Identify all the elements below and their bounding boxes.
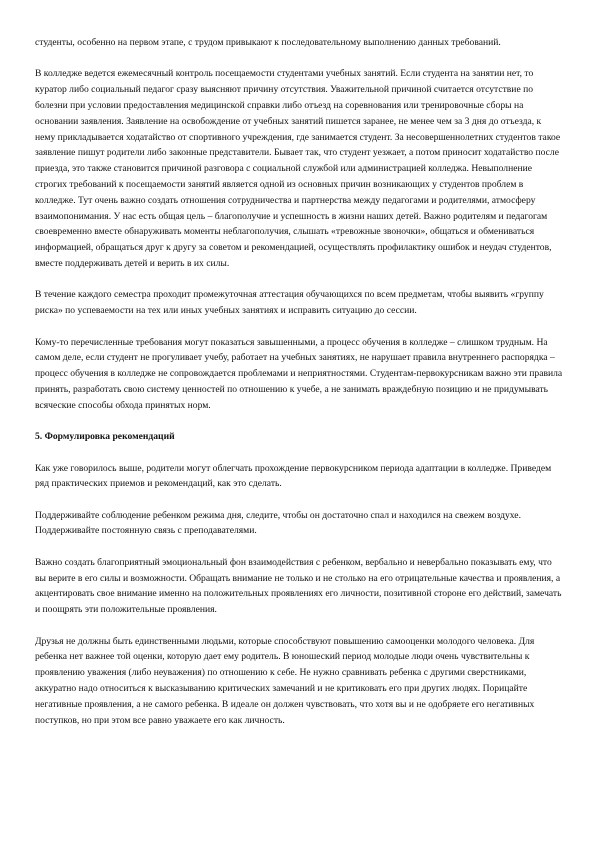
paragraph-requirements-perception: Кому-то перечисленные требования могут показаться завышенными, а процесс обучения в колледже – слишком трудным. На самом деле, если студент не прогуливает учебу, работает на учебных занятиях, не нарушает правила внутреннего распорядка – процесс обучения в колледже не сопровождается проблемами и неприятностями. Студентам-первокурсникам важно эти правила принять, разработать свою систему ценностей по отношению к учебе, а не занимать враждебную позицию и не придумывать всяческие способы обхода принятых норм. [35, 336, 563, 411]
paragraph-requirements-end: студенты, особенно на первом этапе, с трудом привыкают к последовательному выполнению данных требований. [35, 37, 501, 48]
paragraph-self-esteem: Друзья не должны быть единственными людьми, которые способствуют повышению самооценки молодого человека. Для ребенка нет важнее той оценки, которую дает ему родитель. В юношеский период молодые люди очень чувствительны к проявлению уважения (либо неуважения) по отношению к себе. Не нужно сравнивать ребенка с другими сверстниками, аккуратно надо относиться к высказыванию критических замечаний и не критиковать его при других людях. Порицайте негативные проявления, а не самого ребенка. В идеале он должен чувствовать, что хотя вы и не одобряете его негативных поступков, но при этом все равно уважаете его как личность. [35, 635, 535, 726]
document-page [35, 35, 563, 744]
paragraph-attendance-control: В колледже ведется ежемесячный контроль посещаемости студентами учебных занятий. Если студента на занятии нет, то куратор либо социальный педагог сразу выясняют причину отсутствия. Уважительной причиной считается отсутствие по болезни при условии предоставления медицинской справки либо отъезд на соревнования или тренировочные сборы на основании заявления. Заявление на освобождение от учебных занятий пишется заранее, не менее чем за 3 дня до отъезда, к нему прикладывается ходатайство от спортивного учреждения, где занимается студент. За несовершеннолетних студентов такое заявление пишут родители либо законные представители. Бывает так, что студент уезжает, а потом приносит ходатайство после приезда, это также становится причиной разговора с социальной службой или администрацией колледжа. Невыполнение строгих требований к посещаемости занятий является одной из основных причин возникающих у студентов проблем в колледже. Тут очень важно создать отношения сотрудничества и партнерства между педагогами и родителями, атмосферу взаимопонимания. У нас есть общая цель – благополучие и успешность в жизни наших детей. Важно родителям и педагогам своевременно вместе обнаруживать моменты неблагополучия, слышать «тревожные звоночки», общаться и обмениваться информацией, обращаться друг к другу за советом и рекомендацией, осуществлять профилактику ошибок и неудач студентов, вместе поддерживать детей и верить в их силы. [35, 68, 561, 269]
paragraph-emotional-background: Важно создать благоприятный эмоциональный фон взаимодействия с ребенком, вербально и невербально показывать ему, что вы верите в его силы и возможности. Обращать внимание не только и не столько на его отрицательные качества и проявления, а акцентировать свое внимание именно на положительных проявлениях его личности, позитивной стороне его действий, замечать и поощрять эти положительные проявления. [35, 556, 562, 616]
paragraph-daily-routine: Поддерживайте соблюдение ребенком режима дня, следите, чтобы он достаточно спал и находился на свежем воздухе. Поддерживайте постоянную связь с преподавателями. [35, 509, 521, 537]
paragraph-intermediate-assessment: В течение каждого семестра проходит промежуточная аттестация обучающихся по всем предметам, чтобы выявить «группу риска» по успеваемости на тех или иных учебных занятиях и исправить ситуацию до сессии. [35, 289, 544, 317]
paragraph-parents-help: Как уже говорилось выше, родители могут облегчать прохождение первокурсником периода адаптации в колледже. Приведем ряд практических приемов и рекомендаций, как это сделать. [35, 462, 552, 490]
section-heading-recommendations: 5. Формулировка рекомендаций [35, 431, 175, 443]
